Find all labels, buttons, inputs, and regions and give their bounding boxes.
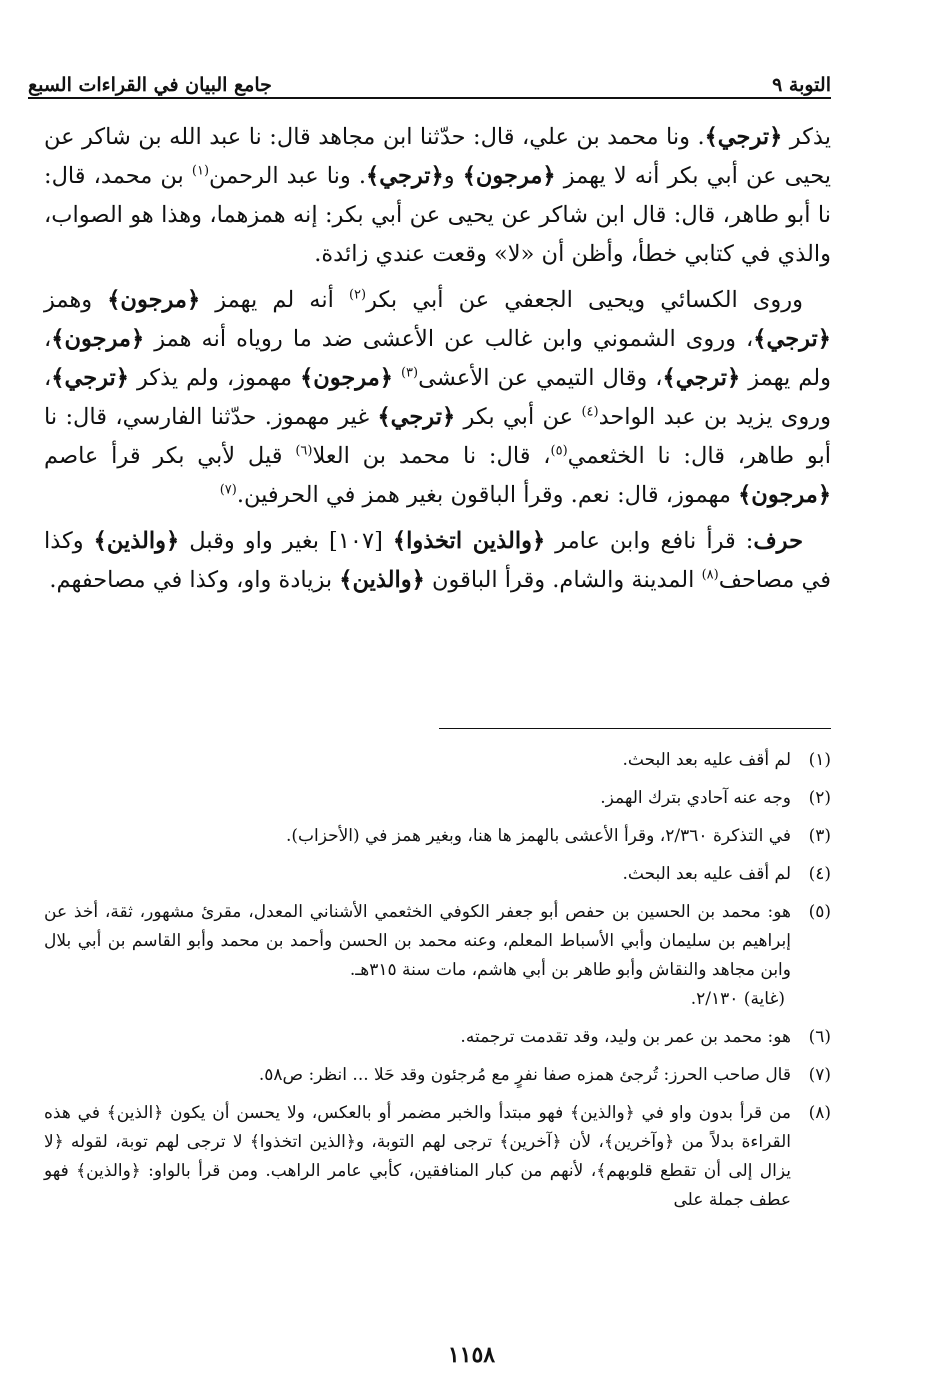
footnote-number: (٨) <box>808 1103 831 1123</box>
text-run: يذكر <box>782 124 831 150</box>
text-run: عن أبي بكر <box>455 404 582 430</box>
footnote-text: وجه عنه آحادي بترك الهمز. <box>600 788 791 808</box>
footnote-rule <box>439 728 831 729</box>
text-run: ، وروى الشموني وابن غالب عن الأعشى ضد ما روياه أنه همز <box>144 326 754 352</box>
footnote-text: في التذكرة ٢/٣٦٠، وقرأ الأعشى بالهمز ها هنا، وبغير همز في (الأحزاب). <box>285 826 791 846</box>
footnote-body <box>44 898 791 1014</box>
text-run: ، وروى يزيد بن عبد الواحد <box>44 365 831 430</box>
footnote-number: (١) <box>808 750 831 770</box>
quran-word: ﴿مرجون﴾ <box>300 365 393 391</box>
quran-word: ﴿ترجي﴾ <box>51 365 129 391</box>
text-run: مهموز، قال: نعم. وقرأ الباقون بغير همز في الحرفين. <box>236 482 739 508</box>
footnote-number: (٧) <box>808 1065 831 1085</box>
text-run: : قرأ نافع وابن عامر <box>545 528 754 554</box>
text-run: وكذا في مصاحف <box>44 528 831 593</box>
footnote-5 <box>44 898 831 1014</box>
quran-word: ﴿مرجون﴾ <box>51 326 145 352</box>
footnote-ref: (٤) <box>581 404 599 420</box>
quran-word: ﴿ترجي﴾ <box>753 326 831 352</box>
quran-word: ﴿ترجي﴾ <box>704 124 783 150</box>
footnote-text: هو: محمد بن عمر بن وليد، وقد تقدمت ترجمته. <box>460 1027 791 1047</box>
quran-word: ﴿والذين اتخذوا﴾ <box>392 528 546 554</box>
footnote-text: لم أقف عليه بعد البحث. <box>622 750 791 770</box>
quran-word: ﴿مرجون﴾ <box>738 482 831 508</box>
footnote-ref: (٥) <box>550 443 568 459</box>
text-run: غير مهموز. حدّثنا الفارسي، قال: نا أبو طاهر، قال: نا الخثعمي <box>44 404 831 469</box>
footnote-number: (٢) <box>808 788 831 808</box>
footnote-ref: (٣) <box>400 365 419 381</box>
footnote-ref: (٧) <box>219 482 237 498</box>
footnote-number: (٥) <box>808 902 831 922</box>
text-run: قيل لأبي بكر قرأ عاصم <box>44 443 296 469</box>
quran-word: ﴿ترجي﴾ <box>662 365 741 391</box>
quran-word: ﴿ترجي﴾ <box>366 163 444 189</box>
text-run: و <box>443 163 463 189</box>
header-rule <box>28 97 831 99</box>
section-label: حرف <box>753 528 804 554</box>
quran-word: ﴿مرجون﴾ <box>107 287 201 313</box>
text-run: ، ولم يهمز <box>44 326 832 391</box>
footnote-ref: (١) <box>191 163 210 179</box>
paragraph-1 <box>44 118 831 274</box>
footnote-7 <box>44 1061 831 1090</box>
text-run: بن محمد، قال: نا أبو طاهر، قال: قال ابن شاكر عن يحيى عن أبي بكر: إنه همزهما، وهذا هو الصواب، والذي في كتابي خطأ، وأظن أن «لا» وقعت عندي زائدة. <box>44 163 831 267</box>
paragraph-3 <box>44 522 831 600</box>
footnote-1 <box>44 746 831 775</box>
quran-word: ﴿والذين﴾ <box>93 528 180 554</box>
footnote-8 <box>44 1099 831 1215</box>
surah-heading: التوبة ٩ <box>772 74 831 96</box>
footnote-text: قال صاحب الحرز: تُرجئ همزه صفا نفرٍ مع مُرجئون وقد حَلا ... انظر: ص٥٨. <box>258 1065 791 1085</box>
footnotes <box>44 746 831 1224</box>
footnote-number: (٣) <box>808 826 831 846</box>
text-run: المدينة والشام. وقرأ الباقون <box>424 567 702 593</box>
text-run <box>393 365 401 391</box>
book-title: جامع البيان في القراءات السبع <box>28 74 272 96</box>
footnote-source: (غاية) ٢/١٣٠. <box>690 989 785 1009</box>
footnote-number: (٤) <box>808 864 831 884</box>
quran-word: ﴿والذين﴾ <box>339 567 425 593</box>
footnote-text: من قرأ بدون واو في ﴿والذين﴾ فهو مبتدأ والخبر مضمر أو بالعكس، ولا يحسن أن يكون ﴿الذين﴾ في هذه القراءة بدلاً من ﴿وآخرين﴾، لأن ﴿آخرين﴾ ترجى لهم التوبة، و﴿الذين اتخذوا﴾ لا ترجى لهم توبة، لقوله ﴿لا يزال إلى أن تقطع قلوبهم﴾، لأنهم من كبار المنافقين، كأبي عامر الراهب. ومن قرأ بالواو: ﴿والذين﴾ فهو عطف جملة على <box>44 1103 791 1210</box>
footnote-number: (٦) <box>808 1027 831 1047</box>
footnote-ref: (٢) <box>348 287 367 303</box>
text-run: أنه لم يهمز <box>200 287 349 313</box>
quran-word: ﴿مرجون﴾ <box>462 163 556 189</box>
running-header <box>28 62 831 96</box>
footnote-6 <box>44 1023 831 1052</box>
text-run: . ونا محمد بن علي، قال: حدّثنا ابن مجاهد قال: نا عبد الله بن شاكر عن يحيى عن أبي بكر أنه لا يهمز <box>44 124 831 189</box>
text-run: ، وقال التيمي عن الأعشى <box>418 365 663 391</box>
quran-word: ﴿ترجي﴾ <box>377 404 456 430</box>
footnote-ref: (٦) <box>295 443 313 459</box>
text-run: . ونا عبد الرحمن <box>209 163 367 189</box>
footnote-2 <box>44 784 831 813</box>
footnote-ref: (٨) <box>701 567 719 583</box>
text-run: وهمز <box>44 287 108 313</box>
footnote-3 <box>44 822 831 851</box>
footnote-text: هو: محمد بن الحسين بن حفص أبو جعفر الكوفي الخثعمي الأشناني المعدل، مقرئ مشهور، ثقة، أخذ عن إبراهيم بن سليمان وأبي الأسباط المعلم، وعنه محمد بن الحسن وأحمد بن محمد وأبو القاسم بن أبي بلال وابن مجاهد والنقاش وأبو طاهر بن أبي هاشم، مات سنة ٣١٥هـ. <box>44 902 791 980</box>
text-run: مهموز، ولم يذكر <box>128 365 301 391</box>
main-text <box>44 118 831 607</box>
text-run: بزيادة واو، وكذا في مصاحفهم. <box>49 567 340 593</box>
text-run: [١٠٧] بغير واو وقبل <box>179 528 393 554</box>
page-number: ١١٥٨ <box>447 1342 496 1368</box>
paragraph-2 <box>44 281 831 515</box>
text-run: ، قال: نا محمد بن العلا <box>312 443 551 469</box>
footnote-4 <box>44 860 831 889</box>
footnote-text: لم أقف عليه بعد البحث. <box>622 864 791 884</box>
text-run: وروى الكسائي ويحيى الجعفي عن أبي بكر <box>366 287 803 313</box>
